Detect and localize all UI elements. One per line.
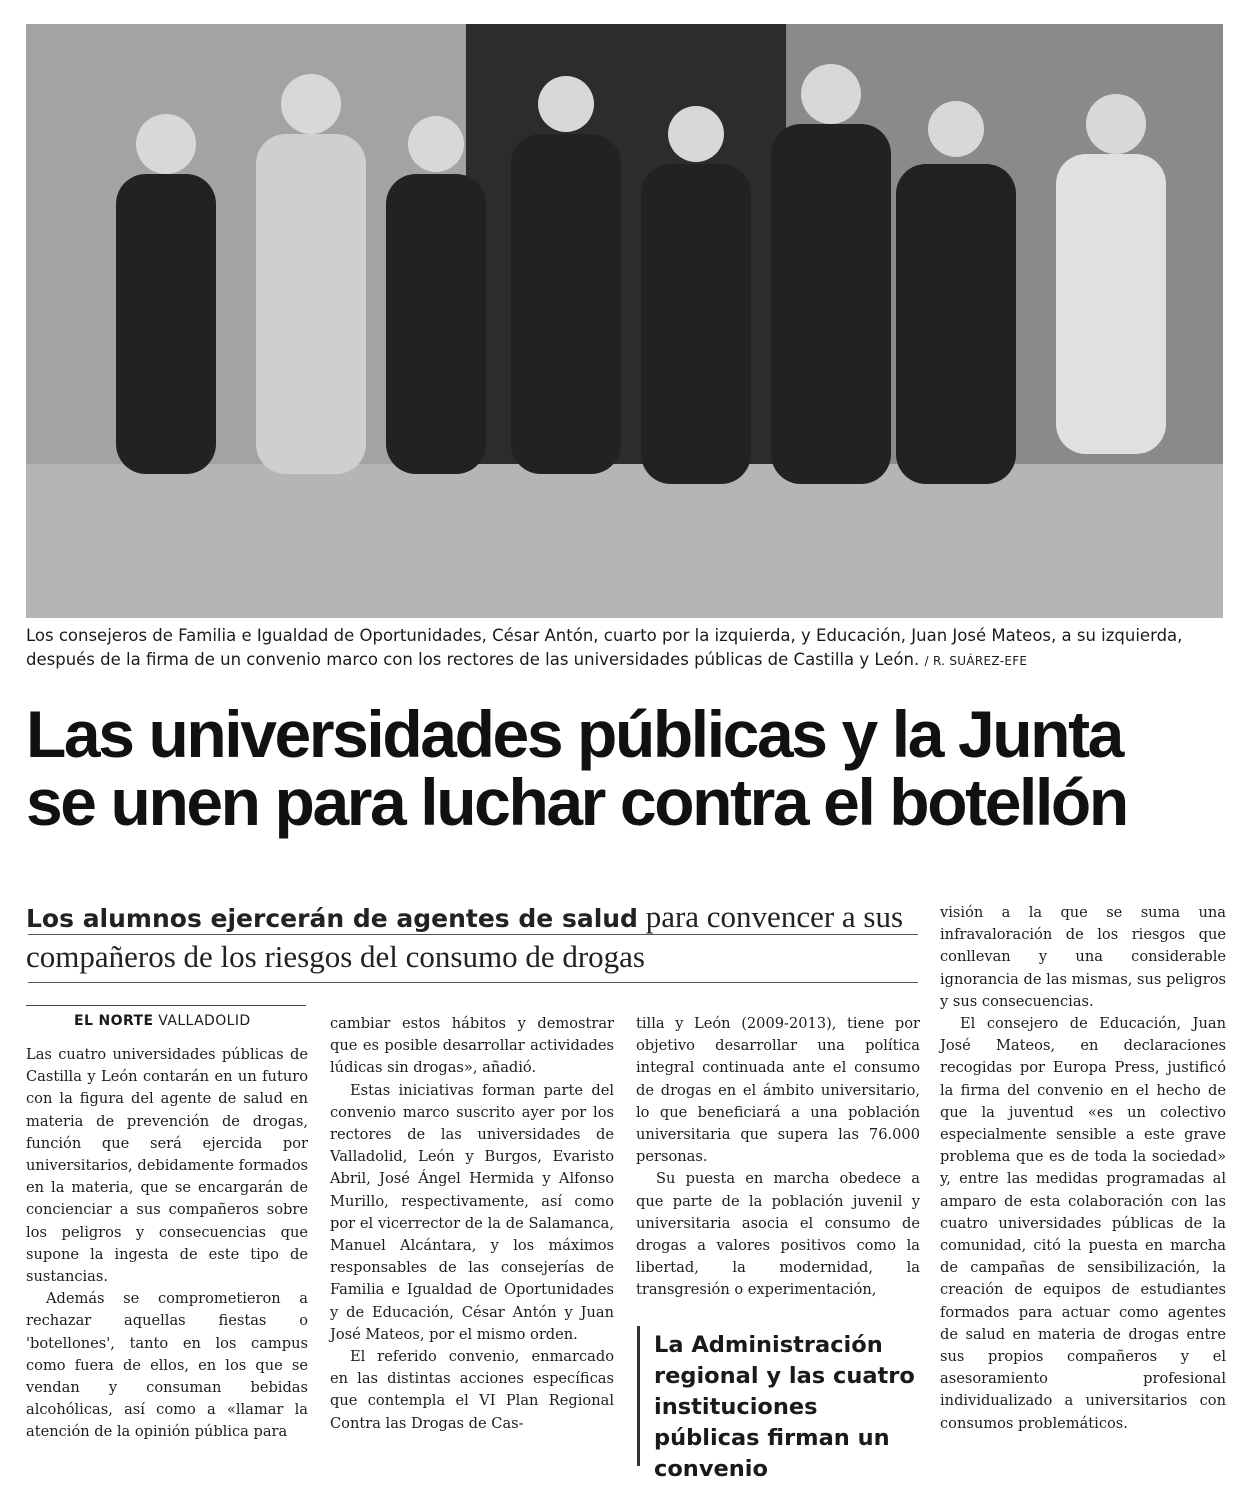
article-column-3 — [636, 1013, 920, 1302]
subhead-bold: Los alumnos ejercerán de agentes de salud — [26, 904, 638, 933]
byline-city: VALLADOLID — [153, 1013, 251, 1029]
group-photo — [26, 24, 1223, 618]
byline — [74, 1013, 251, 1029]
paragraph: Además se comprometieron a rechazar aquellas fiestas o 'botellones', tanto en los campus como fuera de ellos, en los que se vendan y consuman bebidas alcohólicas, así como a «llamar la atención de la opinión pública para — [26, 1290, 308, 1441]
article-column-1 — [26, 1044, 308, 1444]
paragraph: Las cuatro universidades públicas de Castilla y León contarán en un futuro con la figura del agente de salud en materia de prevención de drogas, función que será ejercida por universitarios, debidamente formados en la materia, que se encargarán de concienciar a sus compañeros sobre los peligros y consecuencias que supone la ingesta de este tipo de sustancias. — [26, 1046, 308, 1286]
paragraph: Su puesta en marcha obedece a que parte de la población juvenil y universitaria asocia el consumo de drogas a valores positivos como la libertad, la modernidad, la transgresión o experimentación, — [636, 1170, 920, 1299]
byline-rule — [26, 1005, 306, 1006]
paragraph: tilla y León (2009-2013), tiene por objetivo desarrollar una política integral continuada ante el consumo de drogas en el ámbito universitario, lo que beneficiará a una población universitaria que supera las 76.000 personas. — [636, 1015, 920, 1166]
subhead-rule-top — [28, 934, 918, 935]
paragraph: El referido convenio, enmarcado en las distintas acciones específicas que contempla el VI Plan Regional Contra las Drogas de Cas- — [330, 1348, 614, 1432]
group-photo-illustration — [26, 24, 1223, 618]
photo-credit: / R. SUÁREZ-EFE — [924, 654, 1028, 668]
paragraph: Estas iniciativas forman parte del convenio marco suscrito ayer por los rectores de las universidades de Valladolid, León y Burgos, Evaristo Abril, José Ángel Hermida y Alfonso Murillo, respectivamente, así como por el vicerrector de la de Salamanca, Manuel Alcántara, y los máximos responsables de las consejerías de Familia e Igualdad de Oportunidades y de Educación, César Antón y Juan José Mateos, por el mismo orden. — [330, 1081, 614, 1343]
subheadline — [26, 898, 926, 976]
article-column-4 — [940, 902, 1226, 1435]
headline — [26, 697, 1226, 839]
article-column-2 — [330, 1013, 614, 1435]
paragraph: El consejero de Educación, Juan José Mateos, en declaraciones recogidas por Europa Press, justificó la firma del convenio en el hecho de que la juventud «es un colectivo especialmente sensible a este grave problema que es de toda la sociedad» y, entre las medidas programadas al amparo de esta colaboración con las cuatro universidades públicas de la comunidad, citó la puesta en marcha de campañas de sensibilización, la creación de equipos de estudiantes formados para actuar como agentes de salud en materia de drogas entre sus propios compañeros y el asesoramiento profesional individualizado a universitarios con consumos problemáticos. — [940, 1015, 1226, 1432]
pullquote: La Administración regional y las cuatro instituciones públicas firman un convenio — [654, 1332, 915, 1482]
headline-line-2: se unen para luchar contra el botellón — [26, 765, 1127, 839]
subhead-rule-bottom — [28, 982, 918, 983]
headline-line-1: Las universidades públicas y la Junta — [26, 697, 1122, 771]
caption-text: Los consejeros de Familia e Igualdad de Oportunidades, César Antón, cuarto por la izquierda, y Educación, Juan José Mateos, a su izquierda, después de la firma de un convenio marco con los rectores de las universidades públicas de Castilla y León. — [26, 626, 1183, 669]
paragraph: cambiar estos hábitos y demostrar que es posible desarrollar actividades lúdicas sin drogas», añadió. — [330, 1015, 614, 1077]
subhead-rest: para convencer a sus compañeros de los riesgos del consumo de drogas — [26, 899, 904, 974]
byline-source: EL NORTE — [74, 1013, 154, 1029]
pullquote-bar — [637, 1326, 640, 1466]
paragraph: visión a la que se suma una infravaloración de los riesgos que conllevan y una considerable ignorancia de las mismas, sus peligros y sus consecuencias. — [940, 904, 1226, 1010]
photo-caption — [26, 624, 1206, 673]
